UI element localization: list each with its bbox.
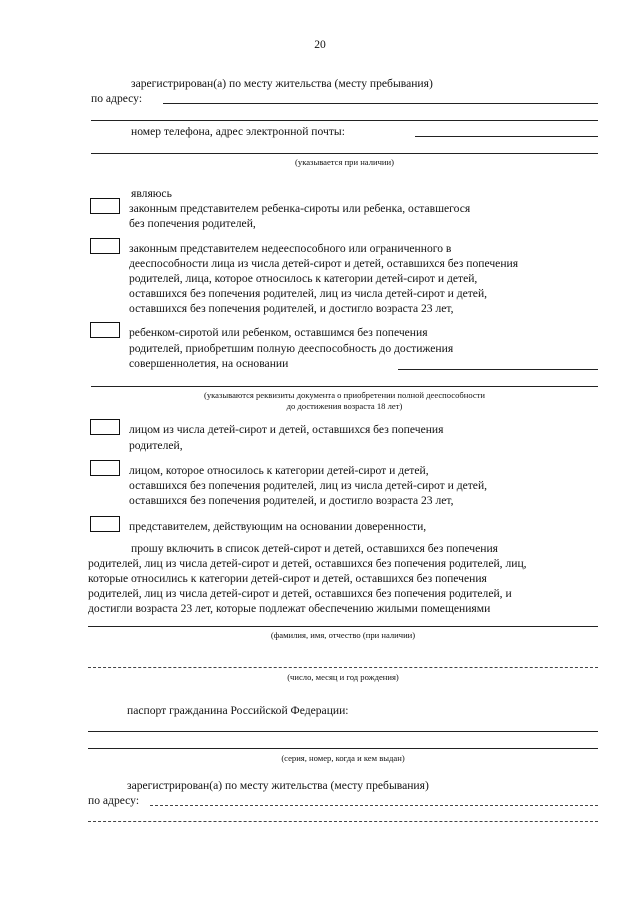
basis-field-line-2[interactable] bbox=[91, 386, 598, 387]
option-1-line-2: без попечения родителей, bbox=[129, 217, 256, 230]
passport-field-line-2[interactable] bbox=[88, 748, 598, 749]
basis-field-line[interactable] bbox=[398, 369, 598, 370]
option-5-line-1: лицом, которое относилось к категории детей-сирот и детей, bbox=[129, 464, 429, 477]
phone-email-field-line-2[interactable] bbox=[91, 153, 598, 154]
birth-date-field-line[interactable] bbox=[88, 667, 598, 668]
option-3-line-1: ребенком-сиротой или ребенком, оставшимся без попечения bbox=[129, 326, 428, 339]
request-line-1: прошу включить в список детей-сирот и детей, оставшихся без попечения bbox=[131, 542, 498, 555]
status-intro: являюсь bbox=[131, 187, 172, 200]
address-label: по адресу: bbox=[91, 92, 143, 105]
request-line-3: которые относились к категории детей-сирот и детей, оставшихся без попечения bbox=[88, 572, 487, 585]
footer-address-field-line-2[interactable] bbox=[88, 821, 598, 822]
passport-field-line[interactable] bbox=[88, 731, 598, 732]
option-1-line-1: законным представителем ребенка-сироты или ребенка, оставшегося bbox=[129, 202, 471, 215]
registered-label: зарегистрирован(а) по месту жительства (месту пребывания) bbox=[131, 77, 433, 90]
option-2-line-5: оставшихся без попечения родителей, и достигло возраста 23 лет, bbox=[129, 302, 454, 315]
option-6-line-1: представителем, действующим на основании доверенности, bbox=[129, 520, 427, 533]
capacity-caption-line-2: до достижения возраста 18 лет) bbox=[286, 401, 403, 411]
option-4-line-2: родителей, bbox=[129, 439, 183, 452]
request-line-5: достигли возраста 23 лет, которые подлежат обеспечению жилыми помещениями bbox=[88, 602, 491, 615]
option-2-line-1: законным представителем недееспособного или ограниченного в bbox=[129, 242, 452, 255]
address-field-line[interactable] bbox=[163, 103, 598, 104]
option-4-checkbox[interactable] bbox=[90, 419, 120, 435]
option-5-line-2: оставшихся без попечения родителей, лиц из числа детей-сирот и детей, bbox=[129, 479, 488, 492]
capacity-caption-line-1: (указываются реквизиты документа о приобретении полной дееспособности bbox=[203, 390, 486, 400]
option-5-checkbox[interactable] bbox=[90, 460, 120, 476]
request-line-4: родителей, лиц из числа детей-сирот и детей, оставшихся без попечения родителей, и bbox=[88, 587, 512, 600]
full-name-field-line[interactable] bbox=[88, 626, 598, 627]
passport-caption: (серия, номер, когда и кем выдан) bbox=[281, 753, 405, 763]
option-1-checkbox[interactable] bbox=[90, 198, 120, 214]
page-number: 20 bbox=[314, 38, 326, 51]
full-name-caption: (фамилия, имя, отчество (при наличии) bbox=[270, 630, 416, 640]
request-line-2: родителей, лиц из числа детей-сирот и детей, оставшихся без попечения родителей, лиц, bbox=[88, 557, 527, 570]
footer-address-label: по адресу: bbox=[88, 794, 140, 807]
passport-label: паспорт гражданина Российской Федерации: bbox=[127, 704, 349, 717]
address-field-line-2[interactable] bbox=[91, 120, 598, 121]
option-2-line-4: оставшихся без попечения родителей, лиц из числа детей-сирот и детей, bbox=[129, 287, 488, 300]
phone-email-field-line[interactable] bbox=[415, 136, 598, 137]
phone-caption: (указывается при наличии) bbox=[295, 157, 394, 167]
option-2-line-2: дееспособности лица из числа детей-сирот и детей, оставшихся без попечения bbox=[129, 257, 519, 270]
option-5-line-3: оставшихся без попечения родителей, и достигло возраста 23 лет, bbox=[129, 494, 454, 507]
option-6-checkbox[interactable] bbox=[90, 516, 120, 532]
birth-date-caption: (число, месяц и год рождения) bbox=[287, 672, 399, 682]
option-3-line-3: совершеннолетия, на основании bbox=[129, 357, 289, 370]
option-2-checkbox[interactable] bbox=[90, 238, 120, 254]
option-2-line-3: родителей, лица, которое относилось к категории детей-сирот и детей, bbox=[129, 272, 478, 285]
footer-address-field-line[interactable] bbox=[150, 805, 598, 806]
phone-email-label: номер телефона, адрес электронной почты: bbox=[131, 125, 345, 138]
option-4-line-1: лицом из числа детей-сирот и детей, оставшихся без попечения bbox=[129, 423, 444, 436]
option-3-checkbox[interactable] bbox=[90, 322, 120, 338]
footer-registered-label: зарегистрирован(а) по месту жительства (месту пребывания) bbox=[127, 779, 429, 792]
option-3-line-2: родителей, приобретшим полную дееспособность до достижения bbox=[129, 342, 454, 355]
